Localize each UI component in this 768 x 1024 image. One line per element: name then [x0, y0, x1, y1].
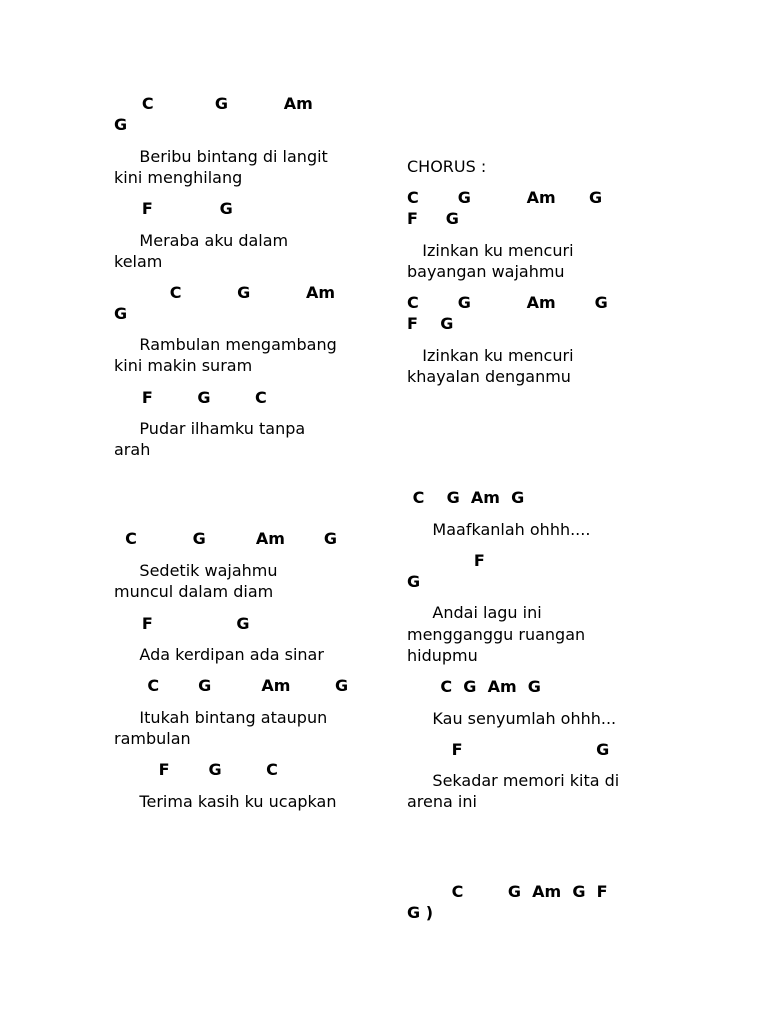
lyric-line: Sekadar memori kita di: [407, 771, 620, 790]
chord-line: C G Am G: [114, 676, 349, 695]
chord-line: F G: [407, 209, 459, 228]
lyric-line: Meraba aku dalam: [114, 231, 289, 250]
chord-line: C G Am G: [114, 529, 338, 548]
lyric-line: hidupmu: [407, 646, 478, 665]
lyric-line: muncul dalam diam: [114, 582, 274, 601]
chord-line: F G C: [114, 388, 267, 407]
lyric-line: arah: [114, 440, 151, 459]
chord-line: C G Am G: [407, 488, 525, 507]
lyric-line: kini menghilang: [114, 168, 243, 187]
lyric-line: rambulan: [114, 729, 191, 748]
section-label: CHORUS :: [407, 157, 487, 176]
chord-line: G: [114, 115, 128, 134]
lyric-line: Andai lagu ini: [407, 603, 542, 622]
lyric-line: Izinkan ku mencuri: [407, 346, 574, 365]
lyric-line: Ada kerdipan ada sinar: [114, 645, 324, 664]
chord-line: C G Am G F: [407, 882, 608, 901]
chord-line: F G: [114, 199, 233, 218]
chord-line: F G: [407, 740, 610, 759]
chord-line: G ): [407, 903, 434, 922]
lyric-line: Maafkanlah ohhh....: [407, 520, 591, 539]
lyric-line: Sedetik wajahmu: [114, 561, 278, 580]
lyric-line: Izinkan ku mencuri: [407, 241, 574, 260]
lyric-line: arena ini: [407, 792, 477, 811]
lyric-line: khayalan denganmu: [407, 367, 571, 386]
chord-line: F G: [114, 614, 250, 633]
chord-line: F G C: [114, 760, 278, 779]
lyric-line: Terima kasih ku ucapkan: [114, 792, 337, 811]
chord-line: C G Am G: [407, 188, 603, 207]
chord-line: C G Am G: [407, 293, 608, 312]
chord-line: C G Am G: [407, 677, 541, 696]
lyric-line: bayangan wajahmu: [407, 262, 565, 281]
lyric-line: Pudar ilhamku tanpa: [114, 419, 306, 438]
chord-line: G: [407, 572, 421, 591]
chord-line: C G Am: [114, 283, 336, 302]
chord-line: F: [407, 551, 485, 570]
lyric-line: kini makin suram: [114, 356, 253, 375]
lyric-line: Itukah bintang ataupun: [114, 708, 328, 727]
lyric-line: Rambulan mengambang: [114, 335, 337, 354]
lyric-line: Kau senyumlah ohhh...: [407, 709, 617, 728]
chord-line: G: [114, 304, 128, 323]
lyric-line: Beribu bintang di langit: [114, 147, 328, 166]
chord-line: C G Am: [114, 94, 313, 113]
lyric-line: kelam: [114, 252, 163, 271]
chord-line: F G: [407, 314, 454, 333]
lyric-line: mengganggu ruangan: [407, 625, 586, 644]
